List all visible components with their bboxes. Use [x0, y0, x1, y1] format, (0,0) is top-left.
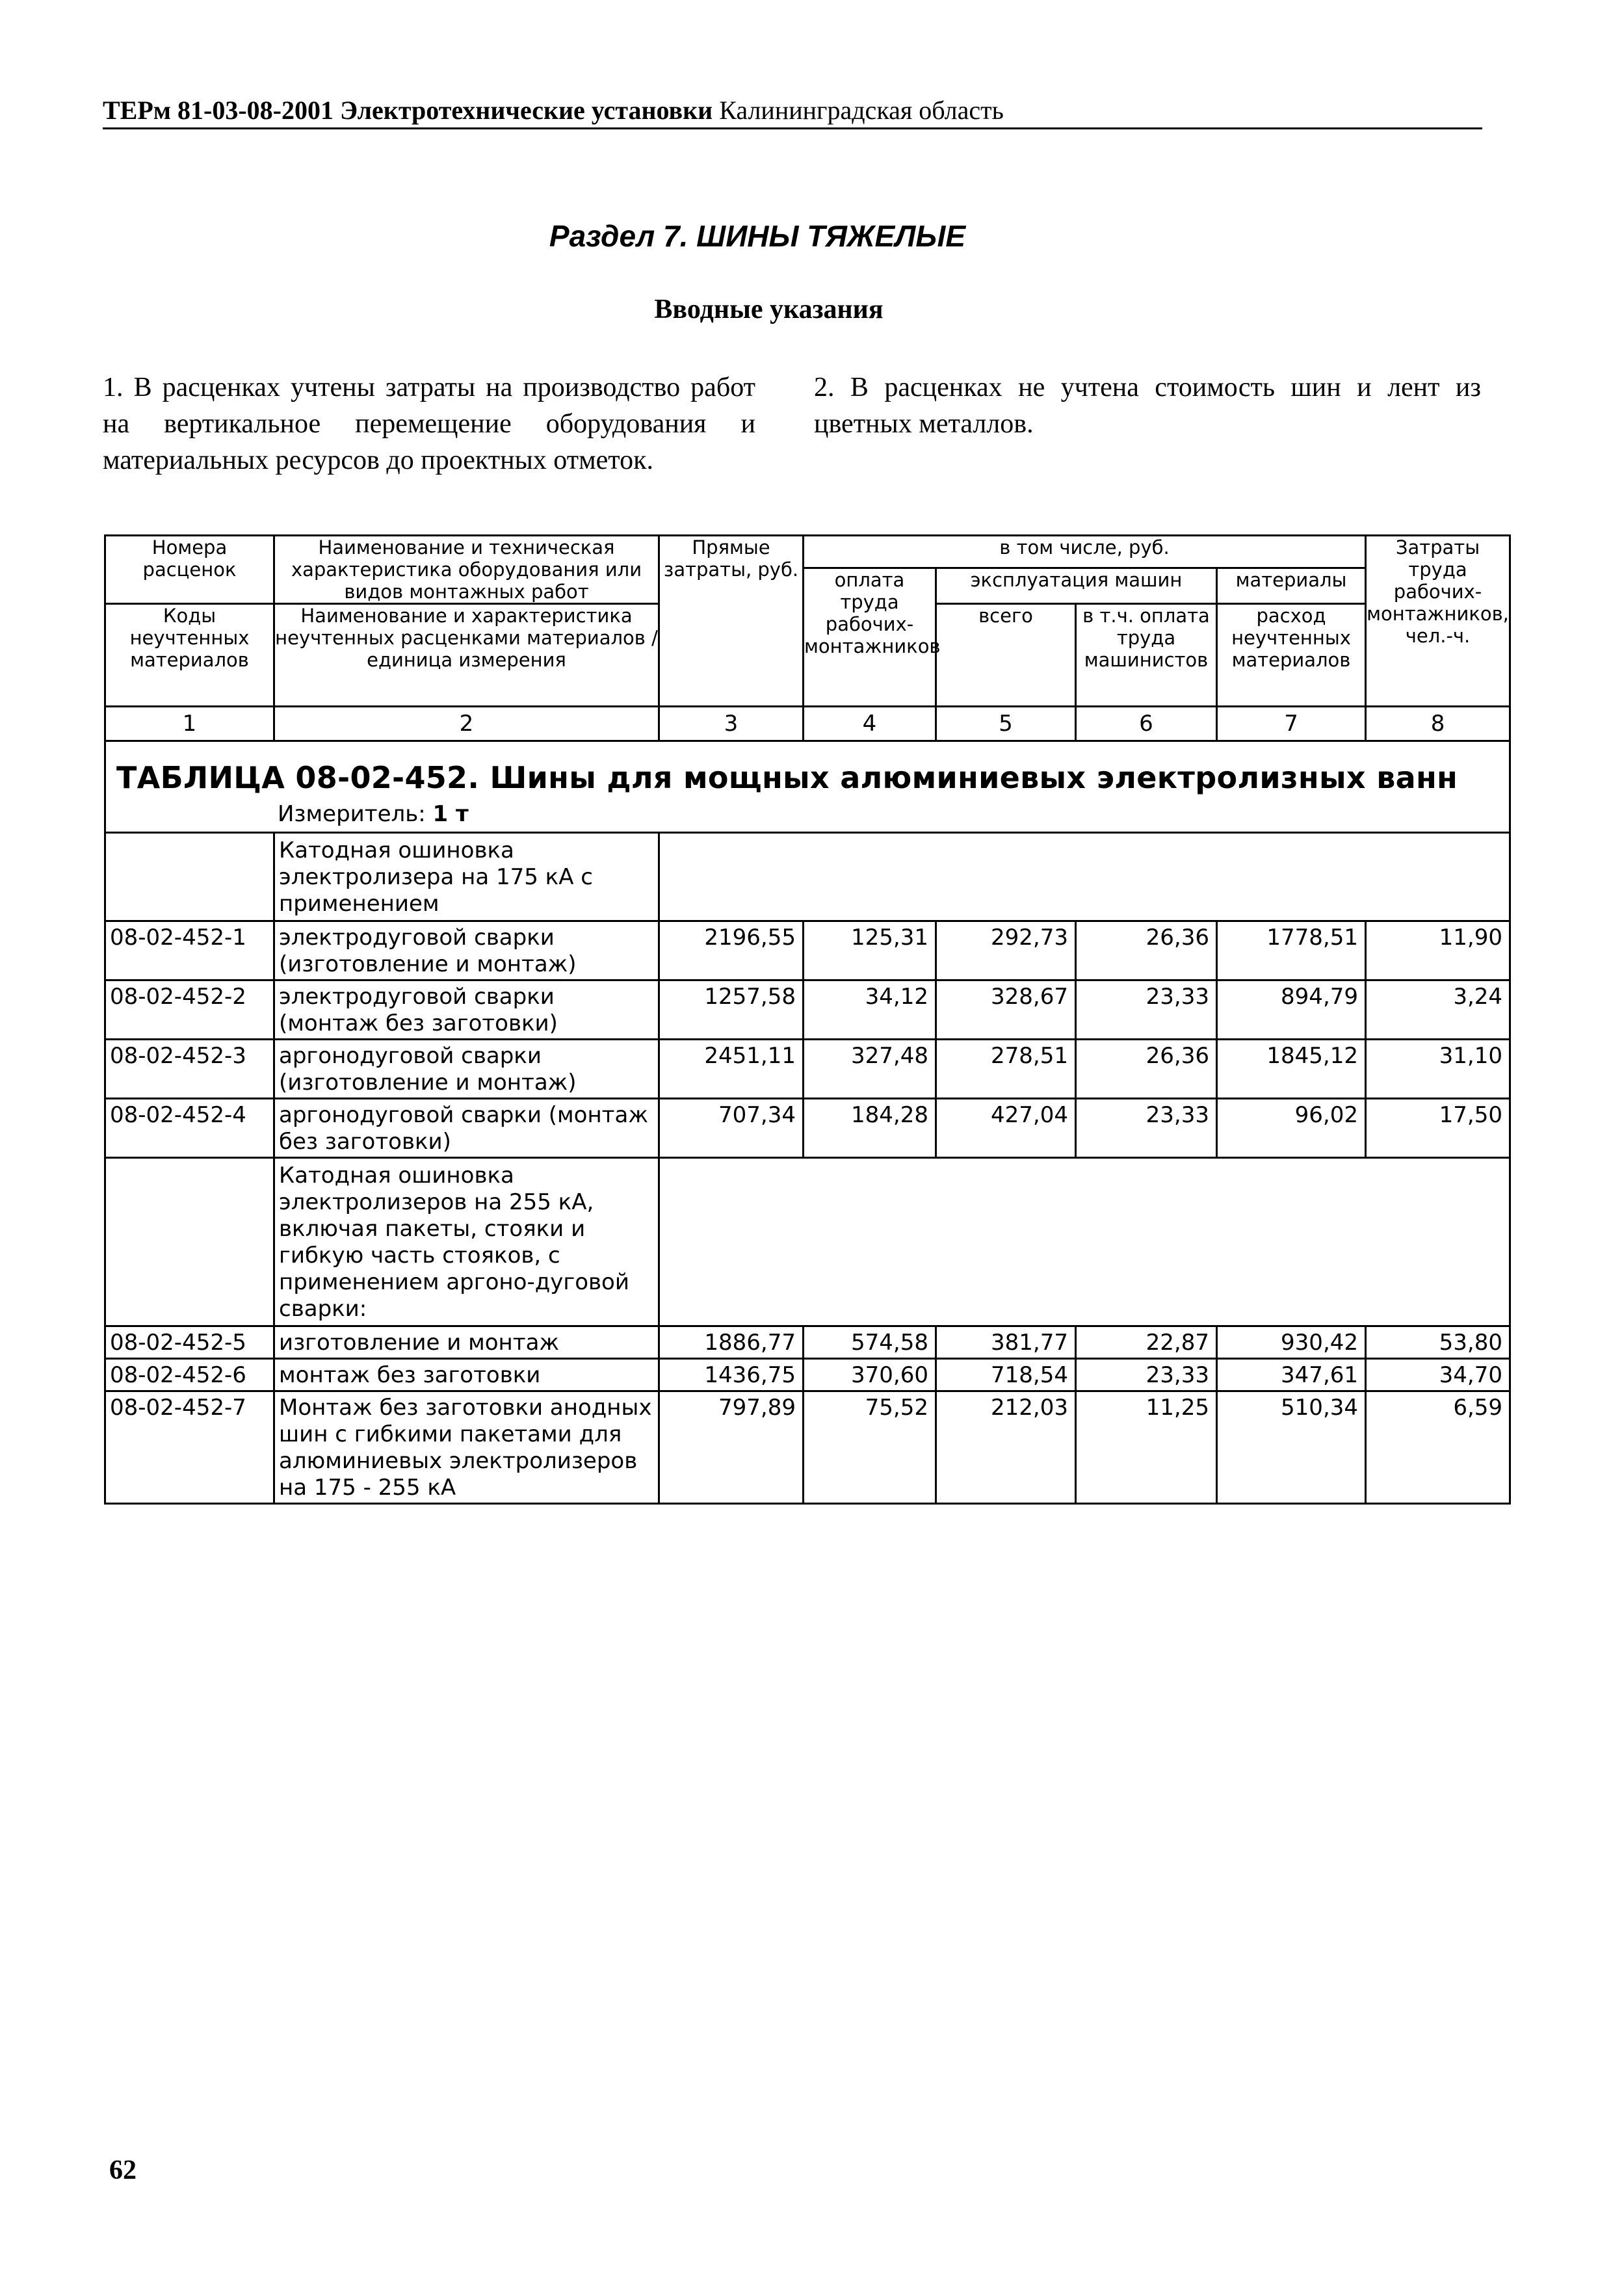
- header-name-materials: Наименование и характеристика неучтенных расценками материалов / единица измерения: [274, 604, 659, 707]
- work-name: монтаж без заготовки: [274, 1359, 659, 1391]
- materials: 930,42: [1217, 1326, 1366, 1359]
- column-number: 8: [1366, 707, 1510, 741]
- work-name: изготовление и монтаж: [274, 1326, 659, 1359]
- machinists-wages: 26,36: [1076, 1040, 1217, 1099]
- table-row: [105, 1099, 1510, 1158]
- rate-code: 08-02-452-6: [105, 1359, 274, 1391]
- labor: 31,10: [1366, 1040, 1510, 1099]
- wages: 75,52: [804, 1391, 936, 1504]
- table-row: [105, 1359, 1510, 1391]
- unit-label: Измеритель:: [278, 801, 426, 827]
- unit-line: [106, 796, 1509, 832]
- machines-total: 718,54: [936, 1359, 1076, 1391]
- labor: 6,59: [1366, 1391, 1510, 1504]
- machinists-wages: 22,87: [1076, 1326, 1217, 1359]
- machinists-wages: 23,33: [1076, 1099, 1217, 1158]
- table-row: [105, 1040, 1510, 1099]
- group-title: Катодная ошиновка электролизера на 175 кА с применением: [274, 833, 659, 921]
- direct-costs: 2451,11: [659, 1040, 804, 1099]
- column-number: 7: [1217, 707, 1366, 741]
- header-direct-costs: Прямые затраты, руб.: [659, 536, 804, 707]
- work-name: аргонодуговой сварки (изготовление и монтаж): [274, 1040, 659, 1099]
- page-number: 62: [109, 2155, 137, 2185]
- direct-costs: 797,89: [659, 1391, 804, 1504]
- machinists-wages: 23,33: [1076, 1359, 1217, 1391]
- machines-total: 292,73: [936, 921, 1076, 980]
- header-materials: материалы: [1217, 568, 1366, 604]
- labor: 34,70: [1366, 1359, 1510, 1391]
- machines-total: 328,67: [936, 980, 1076, 1040]
- machines-total: 427,04: [936, 1099, 1076, 1158]
- group-blank-cell: [659, 1158, 1510, 1326]
- rate-code: 08-02-452-2: [105, 980, 274, 1040]
- materials: 1778,51: [1217, 921, 1366, 980]
- rates-table: [104, 534, 1511, 1505]
- table-row: [105, 980, 1510, 1040]
- group-code-cell: [105, 833, 274, 921]
- table-caption: [105, 741, 1510, 833]
- running-header: [103, 94, 1481, 127]
- machines-total: 381,77: [936, 1326, 1076, 1359]
- header-materials-consumption: расход неучтенных материалов: [1217, 604, 1366, 707]
- column-number: 6: [1076, 707, 1217, 741]
- labor: 3,24: [1366, 980, 1510, 1040]
- work-name: Монтаж без заготовки анодных шин с гибкими пакетами для алюминиевых электролизеров на 175 - 255 кА: [274, 1391, 659, 1504]
- wages: 34,12: [804, 980, 936, 1040]
- direct-costs: 1436,75: [659, 1359, 804, 1391]
- column-number: 2: [274, 707, 659, 741]
- header-machinists-wages: в т.ч. оплата труда машинистов: [1076, 604, 1217, 707]
- document-title: Электротехнические установки: [340, 96, 713, 125]
- machinists-wages: 23,33: [1076, 980, 1217, 1040]
- direct-costs: 1257,58: [659, 980, 804, 1040]
- labor: 11,90: [1366, 921, 1510, 980]
- intro-note-2: 2. В расценках не учтена стоимость шин и лент из цветных металлов.: [814, 373, 1481, 439]
- column-number: 3: [659, 707, 804, 741]
- machines-total: 278,51: [936, 1040, 1076, 1099]
- header-name-spec: Наименование и техническая характеристика оборудования или видов монтажных работ: [274, 536, 659, 604]
- header-wages: оплата труда рабочих-монтажников: [804, 568, 936, 707]
- direct-costs: 2196,55: [659, 921, 804, 980]
- rate-code: 08-02-452-5: [105, 1326, 274, 1359]
- table-row: [105, 1326, 1510, 1359]
- header-including: в том числе, руб.: [804, 536, 1366, 568]
- rate-code: 08-02-452-4: [105, 1099, 274, 1158]
- region: Калининградская область: [719, 96, 1004, 125]
- column-number: 5: [936, 707, 1076, 741]
- machinists-wages: 11,25: [1076, 1391, 1217, 1504]
- materials: 894,79: [1217, 980, 1366, 1040]
- header-rate-numbers: Номера расценок: [105, 536, 274, 604]
- table-title: ТАБЛИЦА 08-02-452. Шины для мощных алюминиевых электролизных ванн: [116, 760, 1458, 795]
- labor: 17,50: [1366, 1099, 1510, 1158]
- group-code-cell: [105, 1158, 274, 1326]
- wages: 327,48: [804, 1040, 936, 1099]
- wages: 184,28: [804, 1099, 936, 1158]
- header-labor: Затраты труда рабочих-монтажников, чел.-ч.: [1366, 536, 1510, 707]
- section-title: Раздел 7. ШИНЫ ТЯЖЕЛЫЕ: [549, 219, 966, 253]
- intro-note-1: 1. В расценках учтены затраты на производство работ на вертикальное перемещение оборудования и материальных ресурсов до проектных отметок.: [103, 373, 755, 475]
- labor: 53,80: [1366, 1326, 1510, 1359]
- header-machines: эксплуатация машин: [936, 568, 1217, 604]
- work-name: электродуговой сварки (изготовление и монтаж): [274, 921, 659, 980]
- materials: 96,02: [1217, 1099, 1366, 1158]
- materials: 347,61: [1217, 1359, 1366, 1391]
- column-number: 4: [804, 707, 936, 741]
- wages: 574,58: [804, 1326, 936, 1359]
- rate-code: 08-02-452-3: [105, 1040, 274, 1099]
- machines-total: 212,03: [936, 1391, 1076, 1504]
- rate-code: 08-02-452-7: [105, 1391, 274, 1504]
- rate-code: 08-02-452-1: [105, 921, 274, 980]
- direct-costs: 1886,77: [659, 1326, 804, 1359]
- machinists-wages: 26,36: [1076, 921, 1217, 980]
- wages: 370,60: [804, 1359, 936, 1391]
- table-row: [105, 921, 1510, 980]
- table-row: [105, 1391, 1510, 1504]
- unit-value: 1 т: [432, 801, 469, 827]
- intro-title: Вводные указания: [654, 295, 884, 324]
- materials: 510,34: [1217, 1391, 1366, 1504]
- document-code: ТЕРм 81-03-08-2001: [103, 96, 334, 125]
- direct-costs: 707,34: [659, 1099, 804, 1158]
- work-name: аргонодуговой сварки (монтаж без заготовки): [274, 1099, 659, 1158]
- materials: 1845,12: [1217, 1040, 1366, 1099]
- column-number: 1: [105, 707, 274, 741]
- work-name: электродуговой сварки (монтаж без заготовки): [274, 980, 659, 1040]
- header-machines-total: всего: [936, 604, 1076, 707]
- group-blank-cell: [659, 833, 1510, 921]
- wages: 125,31: [804, 921, 936, 980]
- group-title: Катодная ошиновка электролизеров на 255 кА, включая пакеты, стояки и гибкую часть стояков, с применением аргоно-дуговой сварки:: [274, 1158, 659, 1326]
- header-material-codes: Коды неучтенных материалов: [105, 604, 274, 707]
- header-rule: [103, 127, 1482, 129]
